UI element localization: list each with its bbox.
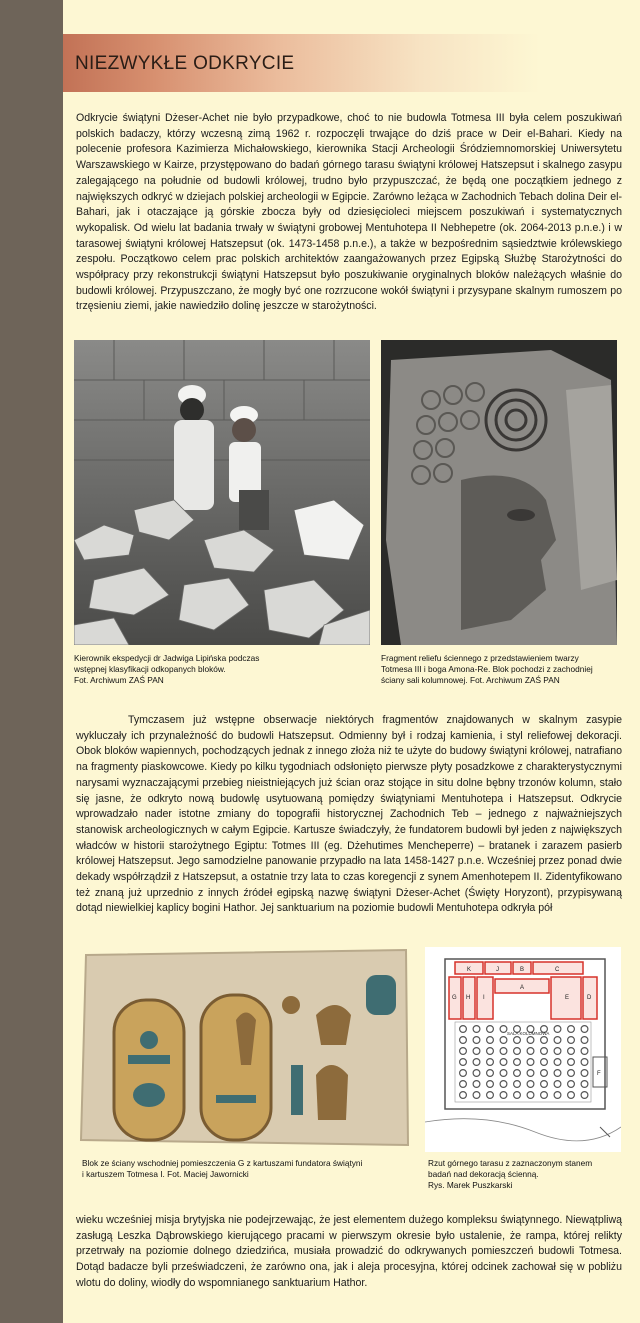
plan-column [554, 1048, 561, 1055]
plan-column [514, 1081, 521, 1088]
plan-label: I [483, 995, 485, 1001]
plan-column [527, 1048, 534, 1055]
paragraph-intro: Odkrycie świątyni Dżeser-Achet nie było przypadkowe, choć to nie budowla Totmesa III była celem poszukiwań polskich badaczy, którzy wczesną zimą 1962 r. rozpoczęli trwające do dziś prace w Deir el-Bahari. Kiedy na polecenie profesora Kazimierza Michałowskiego, kierownika Stacji Archeologii Śródziemnomorskiej Uniwersytetu Warszawskiego w Kairze, przystępowano do badań górnego tarasu świątyni królowej Hatszepsut i skalnego zasypu zalegającego na południe od budowli królowej, trudno było przypuszczać, że będą one początkiem jednego z największych odkryć w dziejach polskiej archeologii w Egipcie. Zarówno leżąca w Zachodnich Tebach dolina Deir el-Bahari, jak i otaczające ją górskie zbocza były od dziesięcioleci miejscem poszukiwań i systematycznych wykopalisk. Od wielu lat badania trwały w świątyni grobowej Mentuhotepa II Nebhepetre (ok. 2064-2013 p.n.e.) i w tarasowej świątyni królowej Hatszepsut (ok. 1473-1458 p.n.e.), a także w bezpośrednim sąsiedztwie królewskiego zespołu. Początkowo celem prac polskich architektów zaangażowanych przez Egipską Służbę Starożytności do współpracy przy rekonstrukcji świątyni Hatszepsut było poszukiwanie oryginalnych bloków należących właśnie do budowli królowej. Przypuszczano, że mogły być one rozrzucone wokół świątyni i przysypane skalnym rumoszem po trzęsieniu ziemi, jakie nawiedziło dolinę jeszcze w starożytności. [76, 112, 622, 313]
plan-label: A [520, 985, 525, 991]
plan-column [487, 1048, 494, 1055]
plan-column [568, 1081, 575, 1088]
plan-column [473, 1059, 480, 1066]
plan-label: C [555, 967, 560, 973]
plan-column [527, 1037, 534, 1044]
plan-column [514, 1070, 521, 1077]
plan-label: F [597, 1071, 601, 1077]
plan-column [473, 1092, 480, 1099]
plan-column [581, 1026, 588, 1033]
plan-column [581, 1037, 588, 1044]
caption-line: i kartuszem Totmesa I. Fot. Maciej Jawornicki [82, 1169, 249, 1179]
plan-column [568, 1059, 575, 1066]
plan-column [554, 1070, 561, 1077]
plan-column [554, 1026, 561, 1033]
plan-column [514, 1092, 521, 1099]
plan-label: G [452, 995, 457, 1001]
plan-column [460, 1059, 467, 1066]
plan-column [527, 1092, 534, 1099]
plan-column [554, 1092, 561, 1099]
plan-column [500, 1070, 507, 1077]
plan-column [554, 1059, 561, 1066]
plan-column [541, 1059, 548, 1066]
plan-column [460, 1026, 467, 1033]
plan-column [581, 1048, 588, 1055]
top-band [63, 0, 640, 32]
plan-label: K [467, 967, 472, 973]
plan-column [460, 1081, 467, 1088]
plan-column [581, 1081, 588, 1088]
caption-excavation [74, 653, 374, 686]
paragraph-conclusion: wieku wcześniej misja brytyjska nie podejrzewając, że jest elementem dużego kompleksu świątynnego. Niewątpliwą zasługą Leszka Dąbrowskiego kierującego pracami w pierwszym okresie było ustalenie, że rampa, której relikty przetrwały na poziomie dolnego dziedzińca, musiała prowadzić do odkrywanych pomieszczeń budowli Totmesa. Dotąd badacze byli przeświadczeni, że zarówno ona, jak i aleja procesyjna, której odcinek zachował się w pobliżu wlotu do doliny, wiodły do wspomnianego sanktuarium Hathor. [76, 1214, 622, 1289]
plan-column [514, 1048, 521, 1055]
plan-label: H [466, 995, 471, 1001]
plan-column [487, 1081, 494, 1088]
plan-column [460, 1070, 467, 1077]
relief-fragment-photo [381, 340, 617, 645]
plan-column [473, 1026, 480, 1033]
caption-line: Kierownik ekspedycji dr Jadwiga Lipińska podczas [74, 653, 260, 663]
plan-column [581, 1070, 588, 1077]
temple-plan-drawing [425, 947, 621, 1152]
plan-column [473, 1070, 480, 1077]
caption-line: Rzut górnego tarasu z zaznaczonym stanem [428, 1158, 593, 1168]
plan-column [473, 1048, 480, 1055]
caption-line: Blok ze ściany wschodniej pomieszczenia G z kartuszami fundatora świątyni [82, 1158, 363, 1168]
plan-column [500, 1081, 507, 1088]
paragraph-discovery: Tymczasem już wstępne obserwacje niektórych fragmentów znajdowanych w skalnym zasypie wykluczały ich przynależność do budowli Hatszepsut. Odmienny był i rodzaj kamienia, i styl reliefowej dekoracji. Obok bloków wapiennych, pochodzących jednak z innego złoża niż te użyte do budowy świątyni królowej, natrafiano na fragmenty piaskowcowe. Kiedy po kilku tygodniach odsłonięto pierwsze płyty posadzkowe z charakterystycznymi narysami wyznaczającymi przebieg nieistniejących już ścian oraz stojące in situ dolne bębny trzonów kolumn, stało się jasne, że odkryto nową budowlę usytuowaną pomiędzy świątyniami Mentuhotepa i Hatszepsut. Odkrycie wprowadzało nader istotne zmiany do topografii historycznej Zachodnich Teb – jednego z najważniejszych stanowisk archeologicznych w całym Egipcie. Kartusze świadczyły, że fundatorem budowli był jeden z największych władców w historii starożytnego Egiptu: Totmes III (eg. Dżehutimes Mencheperre) – bratanek i zarazem pasierb królowej Hatszepsut. Jego samodzielne panowanie przypadło na lata 1458-1427 p.n.e. Wcześniej przez ponad dwie dekady współrządził z Hatszepsut, a ostatnie trzy lata to czas koregencji z synem Amenhotepem II. Zidentyfikowano też znaną już uprzednio z innych źródeł egipską nazwę świątyni Dżeser-Achet (Święty Horyzont), przypisywaną dotąd niewielkiej kaplicy bogini Hathor. Jej sanktuarium na poziomie budowli Mentuhotepa odkryła pół [76, 714, 622, 915]
plan-column [568, 1048, 575, 1055]
plan-column [473, 1081, 480, 1088]
plan-column [568, 1026, 575, 1033]
plan-hall-label: SALA KOLUMNOWA [507, 1031, 550, 1036]
plan-column [541, 1092, 548, 1099]
caption-relief [381, 653, 631, 686]
plan-column [487, 1026, 494, 1033]
title-bar [63, 34, 540, 92]
plan-column [473, 1037, 480, 1044]
plan-column [581, 1092, 588, 1099]
plan-column [568, 1070, 575, 1077]
caption-line: badań nad dekoracją ścienną. [428, 1169, 539, 1179]
plan-column [514, 1037, 521, 1044]
plan-column [541, 1070, 548, 1077]
plan-column [541, 1081, 548, 1088]
plan-column [541, 1037, 548, 1044]
plan-column [460, 1037, 467, 1044]
plan-column [581, 1059, 588, 1066]
plan-column [541, 1048, 548, 1055]
plan-column [500, 1048, 507, 1055]
plan-column [500, 1037, 507, 1044]
cartouche-block-photo [76, 945, 412, 1152]
excavation-photo [74, 340, 370, 645]
caption-plan [428, 1158, 623, 1191]
plan-column [554, 1037, 561, 1044]
caption-line: Rys. Marek Puszkarski [428, 1180, 513, 1190]
plan-column [460, 1048, 467, 1055]
plan-label: E [565, 995, 570, 1001]
caption-line: Fot. Archiwum ZAŚ PAN [74, 675, 164, 685]
plan-column [527, 1059, 534, 1066]
plan-column [487, 1070, 494, 1077]
caption-cartouche [82, 1158, 417, 1180]
plan-label: J [496, 967, 499, 973]
plan-column [460, 1092, 467, 1099]
page-title: NIEZWYKŁE ODKRYCIE [75, 53, 295, 74]
left-sidebar-band [0, 0, 63, 1323]
plan-column [500, 1059, 507, 1066]
plan-column [568, 1037, 575, 1044]
plan-column [487, 1092, 494, 1099]
plan-column [514, 1059, 521, 1066]
caption-line: Fragment reliefu ściennego z przedstawieniem twarzy [381, 653, 579, 663]
plan-column [527, 1081, 534, 1088]
plan-column [568, 1092, 575, 1099]
caption-line: ściany sali kolumnowej. Fot. Archiwum ZAŚ PAN [381, 675, 560, 685]
plan-label: B [520, 967, 525, 973]
plan-column [487, 1059, 494, 1066]
plan-column [500, 1092, 507, 1099]
plan-column [554, 1081, 561, 1088]
caption-line: wstępnej klasyfikacji odkopanych bloków. [74, 664, 226, 674]
plan-column [527, 1070, 534, 1077]
plan-column [487, 1037, 494, 1044]
plan-label: D [587, 995, 592, 1001]
plan-column [500, 1026, 507, 1033]
caption-line: Totmesa III i boga Amona-Re. Blok pochodzi z zachodniej [381, 664, 593, 674]
